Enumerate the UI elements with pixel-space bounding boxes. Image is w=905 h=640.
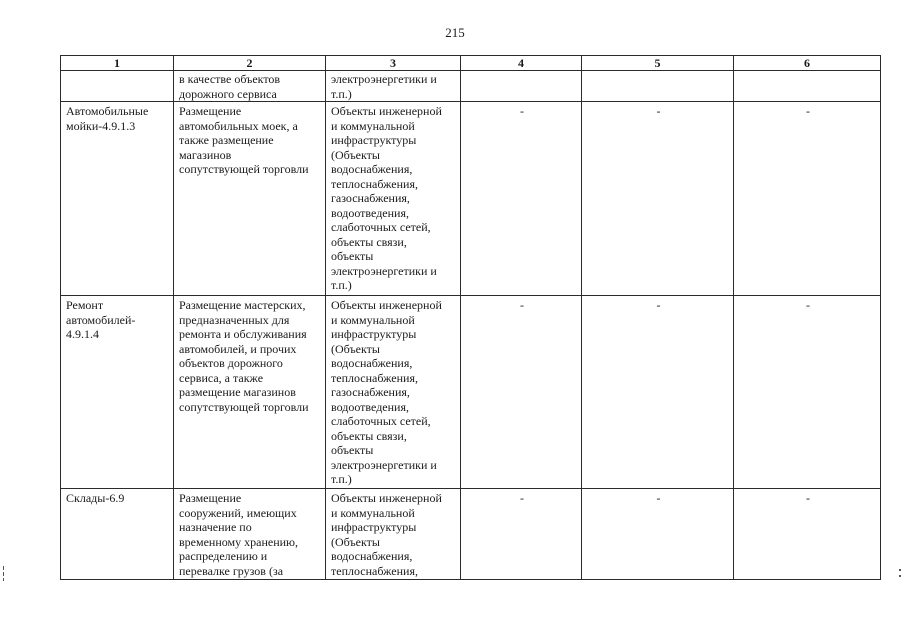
cell-text-line: Объекты инженерной [331,491,442,505]
description-cell [174,71,326,102]
cell-text-line: водоснабжения, [331,162,413,176]
cell-text-line: (Объекты [331,534,380,549]
cell-text-line: сопутствующей торговли [179,162,309,176]
cell-text-line: инфраструктуры [331,327,417,341]
cell-text-line: сооружений, имеющих [179,505,297,520]
cell-text-line: 4.9.1.4 [66,327,99,341]
cell-text-line: Склады-6.9 [66,491,125,505]
cell-text-line: водоснабжения, [331,549,413,563]
cell-text-line: т.п.) [331,472,352,486]
col4-cell [461,71,582,102]
cell-text-line: газоснабжения, [331,385,410,399]
cell-text-line: в качестве объектов [179,72,281,86]
land-use-type-cell [61,296,174,489]
cell-text-line: магазинов [179,147,232,162]
cell-text-line: Размещение [179,104,242,118]
dash-placeholder: - [520,491,524,505]
cell-text-line: т.п.) [331,278,352,292]
col6-cell [734,71,881,102]
header-col-1: 1 [61,56,174,71]
cell-text-line: водоотведения, [331,399,409,414]
cell-text-line: временному хранению, [179,534,299,549]
cell-text-line: объекты связи, [331,428,407,443]
cell-text-line: Размещение [179,491,242,505]
page-number: 215 [445,25,465,40]
dash-placeholder: - [806,104,810,118]
cell-text-line: Ремонт [66,298,104,312]
dash-placeholder: - [520,298,524,312]
cell-text-line: электроэнергетики и [331,263,437,278]
col5-cell [582,296,734,489]
cell-text-line: сопутствующей торговли [179,399,309,414]
cell-text-line: и коммунальной [331,505,415,520]
header-row [61,56,881,71]
cell-text-line: теплоснабжения, [331,176,418,191]
cell-text-line: автомобилей, и прочих [179,341,297,356]
table-body [61,71,881,580]
col6-cell [734,102,881,296]
dash-placeholder: - [656,298,661,312]
header-col-2: 2 [174,56,326,71]
cell-text-line: распределению и [179,549,268,563]
infrastructure-cell [326,71,461,102]
cell-text-line: автомобильных моек, а [179,118,298,133]
cell-text-line: теплоснабжения, [331,370,418,385]
col5-cell [582,102,734,296]
header-col-5: 5 [582,56,734,71]
col4-cell [461,296,582,489]
cell-text-line: т.п.) [331,86,352,101]
cell-text-line: дорожного сервиса [179,86,277,101]
cell-text-line: слаботочных сетей, [331,220,431,234]
infrastructure-cell [326,102,461,296]
infrastructure-cell [326,296,461,489]
cell-text-line: Объекты инженерной [331,104,442,118]
land-use-type-cell [61,489,174,580]
col6-cell [734,489,881,580]
cell-text-line: также размещение [179,133,274,147]
cell-text-line: объекты [331,249,374,263]
scan-artifact-left-1 [3,566,4,570]
col4-cell [461,102,582,296]
cell-text-line: и коммунальной [331,312,415,327]
cell-text-line: водоснабжения, [331,356,413,370]
col5-cell [582,489,734,580]
cell-text-line: теплоснабжения, [331,563,418,578]
land-use-table [60,55,881,580]
dash-placeholder: - [806,491,810,505]
table-row [61,102,881,296]
land-use-type-cell [61,71,174,102]
scan-artifact-left-3 [3,578,4,581]
cell-text-line: предназначенных для [179,312,290,327]
cell-text-line: инфраструктуры [331,133,417,147]
cell-text-line: ремонта и обслуживания [179,327,307,341]
header-col-6: 6 [734,56,881,71]
scan-artifact-right-2 [899,575,901,577]
table-row [61,71,881,102]
table-header [61,56,881,71]
cell-text-line: сервиса, а также [179,370,264,385]
dash-placeholder: - [656,491,661,505]
dash-placeholder: - [656,104,661,118]
header-col-3: 3 [326,56,461,71]
col6-cell [734,296,881,489]
scan-artifact-right-1 [899,569,901,571]
cell-text-line: автомобилей- [66,312,136,327]
cell-text-line: назначение по [179,520,252,534]
cell-text-line: слаботочных сетей, [331,414,431,428]
cell-text-line: электроэнергетики и [331,457,437,472]
cell-text-line: объекты [331,443,374,457]
table-row [61,489,881,580]
cell-text-line: электроэнергетики и [331,72,437,86]
scan-artifact-left-2 [3,572,4,576]
dash-placeholder: - [806,298,810,312]
infrastructure-cell [326,489,461,580]
header-col-4: 4 [461,56,582,71]
dash-placeholder: - [520,104,524,118]
col4-cell [461,489,582,580]
cell-text-line: газоснабжения, [331,191,410,205]
description-cell [174,296,326,489]
cell-text-line: и коммунальной [331,118,415,133]
cell-text-line: мойки-4.9.1.3 [66,118,136,133]
land-use-type-cell [61,102,174,296]
cell-text-line: Автомобильные [66,104,149,118]
description-cell [174,489,326,580]
col5-cell [582,71,734,102]
cell-text-line: размещение магазинов [179,385,296,399]
cell-text-line: (Объекты [331,341,380,356]
cell-text-line: объектов дорожного [179,356,283,370]
cell-text-line: водоотведения, [331,205,409,220]
cell-text-line: (Объекты [331,147,380,162]
cell-text-line: Размещение мастерских, [179,298,306,312]
description-cell [174,102,326,296]
cell-text-line: объекты связи, [331,234,407,249]
cell-text-line: Объекты инженерной [331,298,442,312]
cell-text-line: инфраструктуры [331,520,417,534]
table-row [61,296,881,489]
cell-text-line: перевалке грузов (за [179,563,284,578]
